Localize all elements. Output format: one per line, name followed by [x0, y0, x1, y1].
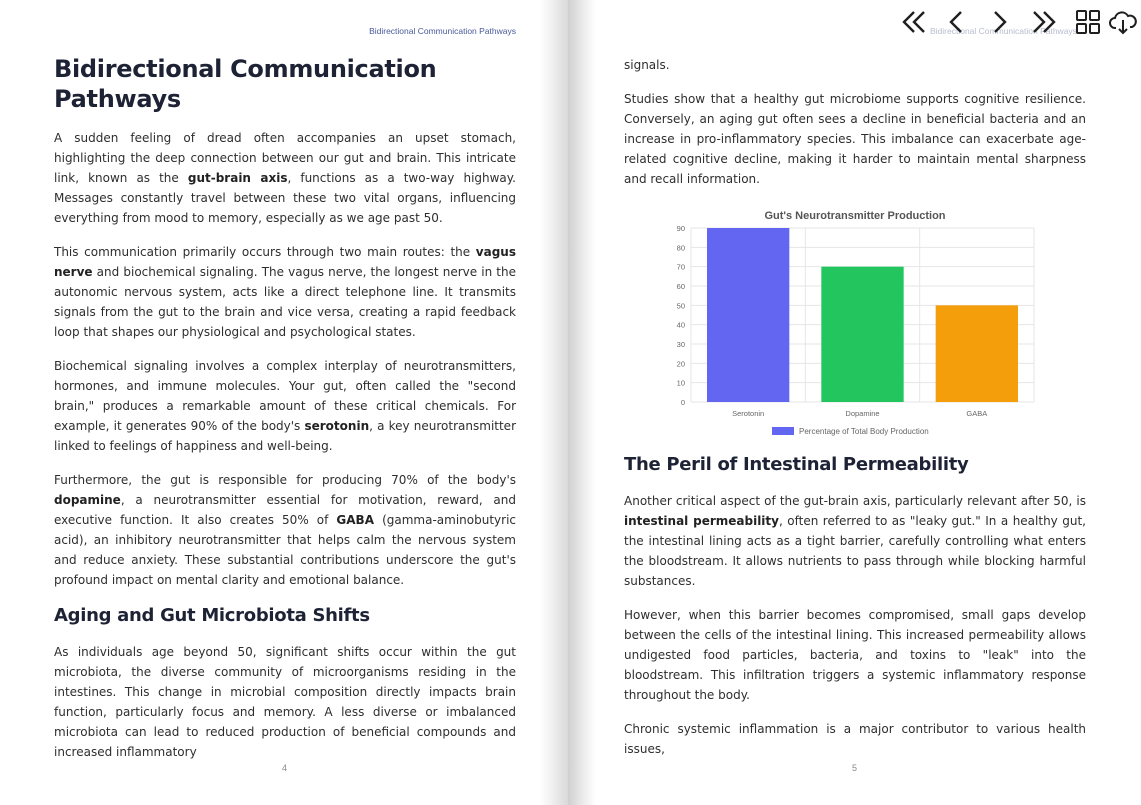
- book-gutter-right: [568, 0, 596, 805]
- chart-svg: [624, 205, 1086, 445]
- right-page: [596, 0, 1141, 805]
- x-tick-label: GABA: [966, 409, 988, 418]
- grid-icon: [1073, 7, 1103, 37]
- paragraph-continued: signals.: [624, 58, 670, 72]
- download-button[interactable]: [1108, 4, 1141, 40]
- left-page: [0, 0, 548, 805]
- y-tick-label: 30: [676, 340, 685, 349]
- left-column: [54, 54, 516, 762]
- cloud-download-icon: [1108, 7, 1138, 37]
- paragraph-2: This communication primarily occurs through two main routes: the vagus nerve and biochemical signaling. The vagus nerve, the longest nerve in the autonomic nervous system, acts like a direct telephone line. It transmits signals from the gut to the brain and vice versa, creating a rapid feedback loop that shapes our physiological and psychological states.: [54, 245, 516, 339]
- running-head: Bidirectional Communication Pathways: [930, 26, 1077, 36]
- previous-page-button[interactable]: [938, 4, 974, 40]
- y-tick-label: 50: [676, 301, 685, 311]
- y-tick-label: 0: [680, 398, 685, 407]
- bar-gaba: [936, 305, 1018, 402]
- paragraph-1: A sudden feeling of dread often accompanies an upset stomach, highlighting the deep connection between our gut and brain. This intricate link, known as the gut-brain axis, functions as a two-way highway. Messages constantly travel between these two vital organs, influencing everything from mood to memory, especially as we age past 50.: [54, 131, 516, 225]
- term-vagus-nerve: vagus nerve: [54, 245, 516, 279]
- paragraph-4: Chronic systemic inflammation is a major contributor to various health issues,: [624, 722, 1086, 756]
- right-column-top: [624, 55, 1086, 189]
- double-chevron-right-icon: [1029, 7, 1059, 37]
- y-tick-label: 20: [676, 359, 685, 369]
- chevron-right-icon: [985, 7, 1015, 37]
- page-title: Bidirectional Communication Pathways: [54, 55, 437, 113]
- term-intestinal-permeability: intestinal permeability: [624, 514, 779, 528]
- next-page-button[interactable]: [982, 4, 1018, 40]
- book-gutter-left: [540, 0, 568, 805]
- bar-dopamine: [821, 267, 903, 402]
- term-serotonin: serotonin: [304, 419, 370, 433]
- first-page-button[interactable]: [896, 4, 932, 40]
- y-tick-label: 10: [676, 378, 685, 388]
- paragraph-1: Studies show that a healthy gut microbiome supports cognitive resilience. Conversely, an aging gut often sees a decline in beneficial bacteria and an increase in pro-inflammatory species. This imbalance can exacerbate age-related cognitive decline, making it harder to maintain mental sharpness and recall information.: [624, 92, 1086, 186]
- last-page-button[interactable]: [1026, 4, 1062, 40]
- y-tick-label: 70: [676, 262, 685, 272]
- legend-swatch: [772, 427, 794, 435]
- paragraph-3: However, when this barrier becomes compromised, small gaps develop between the cells of the intestinal lining. This increased permeability allows undigested food particles, bacteria, and toxins to "leak" into the bloodstream. This infiltration triggers a systemic inflammatory response throughout the body.: [624, 608, 1086, 702]
- neurotransmitter-chart: [624, 205, 1086, 445]
- section-heading: The Peril of Intestinal Permeability: [624, 454, 969, 475]
- paragraph-5: As individuals age beyond 50, significant shifts occur within the gut microbiota, the diverse community of microorganisms residing in the intestines. This change in microbial composition directly impacts brain function, particularly focus and memory. A less diverse or imbalanced microbiota can lead to reduced production of beneficial compounds and increased inflammatory: [54, 645, 516, 759]
- running-head: Bidirectional Communication Pathways: [369, 26, 516, 36]
- paragraph-4: Furthermore, the gut is responsible for producing 70% of the body's dopamine, a neurotransmitter essential for motivation, reward, and executive function. It also creates 50% of GABA (gamma-aminobutyric acid), an inhibitory neurotransmitter that helps calm the nervous system and reduce anxiety. These substantial contributions underscore the gut's profound impact on mental clarity and emotional balance.: [54, 473, 516, 587]
- bar-serotonin: [707, 228, 789, 402]
- term-dopamine: dopamine: [54, 493, 121, 507]
- chevron-left-icon: [941, 7, 971, 37]
- page-number: 4: [282, 763, 288, 773]
- y-tick-label: 60: [676, 282, 685, 291]
- term-gaba: GABA: [336, 513, 374, 527]
- section-heading: Aging and Gut Microbiota Shifts: [54, 605, 370, 626]
- x-tick-label: Serotonin: [732, 409, 765, 418]
- x-tick-label: Dopamine: [845, 409, 880, 418]
- y-tick-label: 40: [676, 320, 685, 330]
- chart-title: Gut's Neurotransmitter Production: [764, 210, 946, 222]
- y-tick-label: 90: [676, 224, 685, 233]
- legend-label: Percentage of Total Body Production: [799, 427, 929, 436]
- reader-toolbar: [896, 4, 1141, 40]
- y-tick-label: 80: [676, 243, 685, 253]
- page-number: 5: [852, 763, 858, 773]
- term-gut-brain-axis: gut-brain axis: [187, 171, 288, 185]
- double-chevron-left-icon: [899, 7, 929, 37]
- right-column-bottom: [624, 453, 1086, 759]
- paragraph-3: Biochemical signaling involves a complex interplay of neurotransmitters, hormones, and immune molecules. Your gut, often called the "second brain," produces a remarkable amount of these critical chemicals. For example, it generates 90% of the body's serotonin, a key neurotransmitter linked to feelings of happiness and well-being.: [54, 359, 517, 453]
- paragraph-2: Another critical aspect of the gut-brain axis, particularly relevant after 50, is intestinal permeability, often referred to as "leaky gut." In a healthy gut, the intestinal lining acts as a tight barrier, carefully controlling what enters the bloodstream. It allows nutrients to pass through while blocking harmful substances.: [624, 494, 1086, 588]
- thumbnails-button[interactable]: [1070, 4, 1106, 40]
